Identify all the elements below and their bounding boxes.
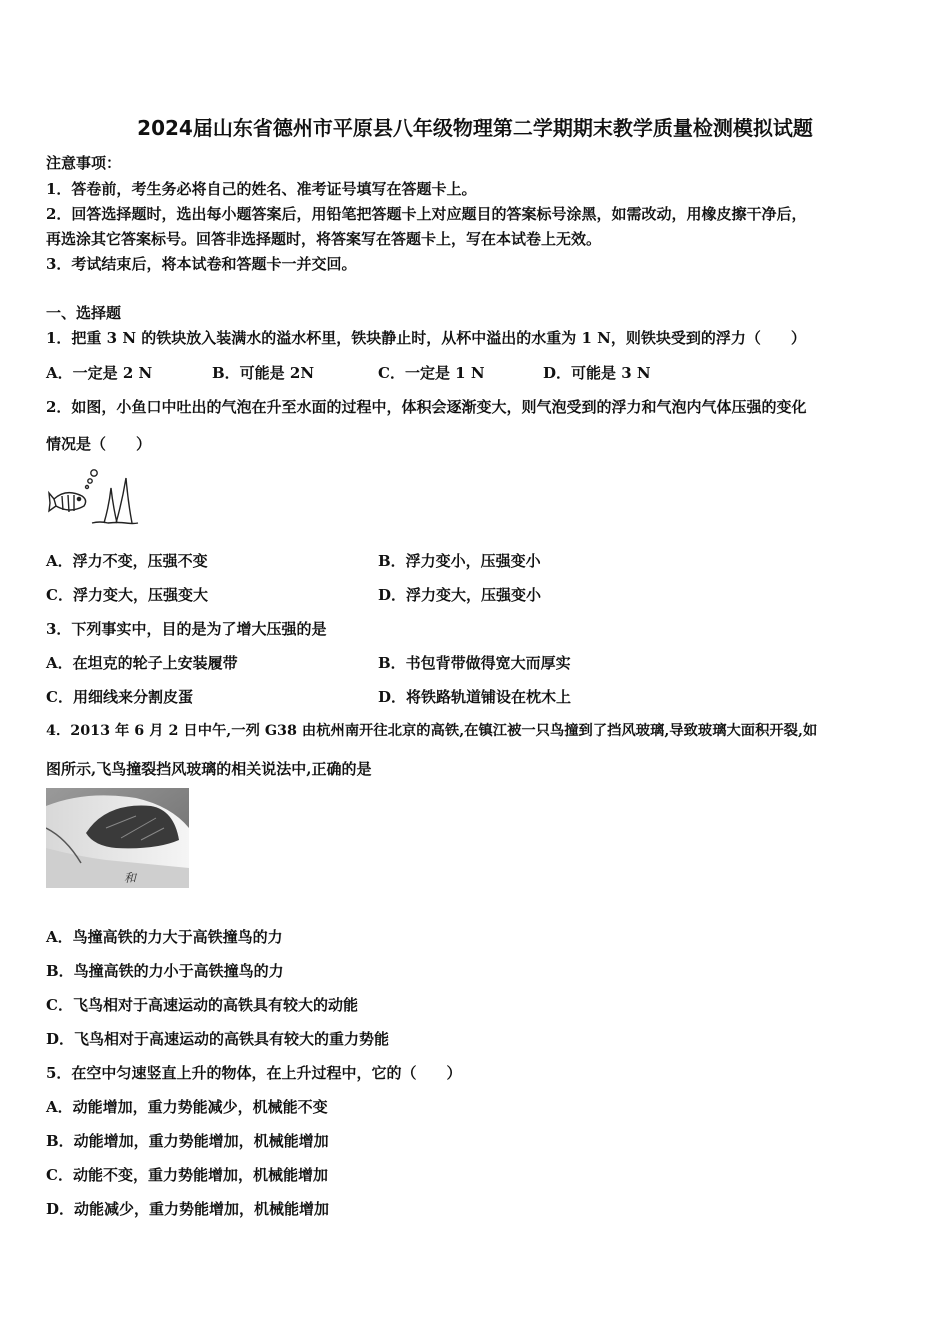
- q3-option-c: C．用细线来分割皮蛋: [46, 688, 193, 706]
- notice-item: 再选涂其它答案标号。回答非选择题时，将答案写在答题卡上，写在本试卷上无效。: [46, 230, 602, 248]
- notice-item: 3．考试结束后，将本试卷和答题卡一并交回。: [46, 255, 357, 273]
- question-4-stem: 4．2013 年 6 月 2 日中午,一列 G38 由杭州南开往北京的高铁,在镇江被一只鸟撞到了挡风玻璃,导致玻璃大面积开裂,如: [46, 723, 818, 739]
- seaweed-1: [104, 488, 117, 523]
- bubble-medium: [88, 479, 92, 483]
- fish-bubbles-figure: [48, 466, 140, 528]
- q4-option-c: C．飞鸟相对于高速运动的高铁具有较大的动能: [46, 996, 358, 1014]
- fish-eye: [77, 497, 80, 500]
- q5-option-a: A．动能增加，重力势能减少，机械能不变: [46, 1098, 328, 1116]
- q5-option-b: B．动能增加，重力势能增加，机械能增加: [46, 1132, 329, 1150]
- q1-option-b: B．可能是 2N: [212, 364, 315, 382]
- train-windshield-photo: [46, 788, 189, 888]
- notice-item: 1．答卷前，考生务必将自己的姓名、准考证号填写在答题卡上。: [46, 180, 477, 198]
- q3-option-b: B．书包背带做得宽大而厚实: [378, 654, 571, 672]
- train-logo-text: 和: [124, 871, 137, 885]
- bubble-large: [91, 470, 97, 476]
- page-title: 2024届山东省德州市平原县八年级物理第二学期期末教学质量检测模拟试题: [137, 116, 813, 140]
- question-2-stem-cont: 情况是（ ）: [46, 435, 152, 453]
- question-3-stem: 3．下列事实中，目的是为了增大压强的是: [46, 620, 327, 638]
- q5-option-d: D．动能减少，重力势能增加，机械能增加: [46, 1200, 330, 1218]
- q2-option-a: A．浮力不变，压强不变: [46, 552, 208, 570]
- seabed-line: [92, 522, 138, 524]
- question-5-stem: 5．在空中匀速竖直上升的物体，在上升过程中，它的（ ）: [46, 1064, 462, 1082]
- q3-option-a: A．在坦克的轮子上安装履带: [46, 654, 238, 672]
- q4-option-a: A．鸟撞高铁的力大于高铁撞鸟的力: [46, 928, 283, 946]
- seaweed-2: [116, 478, 132, 523]
- question-1-stem: 1．把重 3 N 的铁块放入装满水的溢水杯里，铁块静止时，从杯中溢出的水重为 1 N，则铁块受到的浮力（ ）: [46, 329, 806, 347]
- section-heading: 一、选择题: [46, 304, 122, 322]
- bubble-small: [86, 486, 89, 489]
- question-2-stem: 2．如图，小鱼口中吐出的气泡在升至水面的过程中，体积会逐渐变大，则气泡受到的浮力和气泡内气体压强的变化: [46, 398, 807, 416]
- question-4-stem-cont: 图所示,飞鸟撞裂挡风玻璃的相关说法中,正确的是: [46, 760, 372, 778]
- q5-option-c: C．动能不变，重力势能增加，机械能增加: [46, 1166, 328, 1184]
- notice-item: 2．回答选择题时，选出每小题答案后，用铅笔把答题卡上对应题目的答案标号涂黑，如需改动，用橡皮擦干净后，: [46, 205, 807, 223]
- q2-option-b: B．浮力变小，压强变小: [378, 552, 541, 570]
- q1-option-a: A．一定是 2 N: [46, 364, 153, 382]
- q1-option-c: C．一定是 1 N: [378, 364, 485, 382]
- q4-option-b: B．鸟撞高铁的力小于高铁撞鸟的力: [46, 962, 284, 980]
- q2-option-d: D．浮力变大，压强变小: [378, 586, 542, 604]
- q1-option-d: D．可能是 3 N: [543, 364, 651, 382]
- q2-option-c: C．浮力变大，压强变大: [46, 586, 208, 604]
- q4-option-d: D．飞鸟相对于高速运动的高铁具有较大的重力势能: [46, 1030, 390, 1048]
- q3-option-d: D．将铁路轨道铺设在枕木上: [378, 688, 572, 706]
- notice-heading: 注意事项：: [46, 154, 122, 172]
- fish-body: [54, 493, 86, 510]
